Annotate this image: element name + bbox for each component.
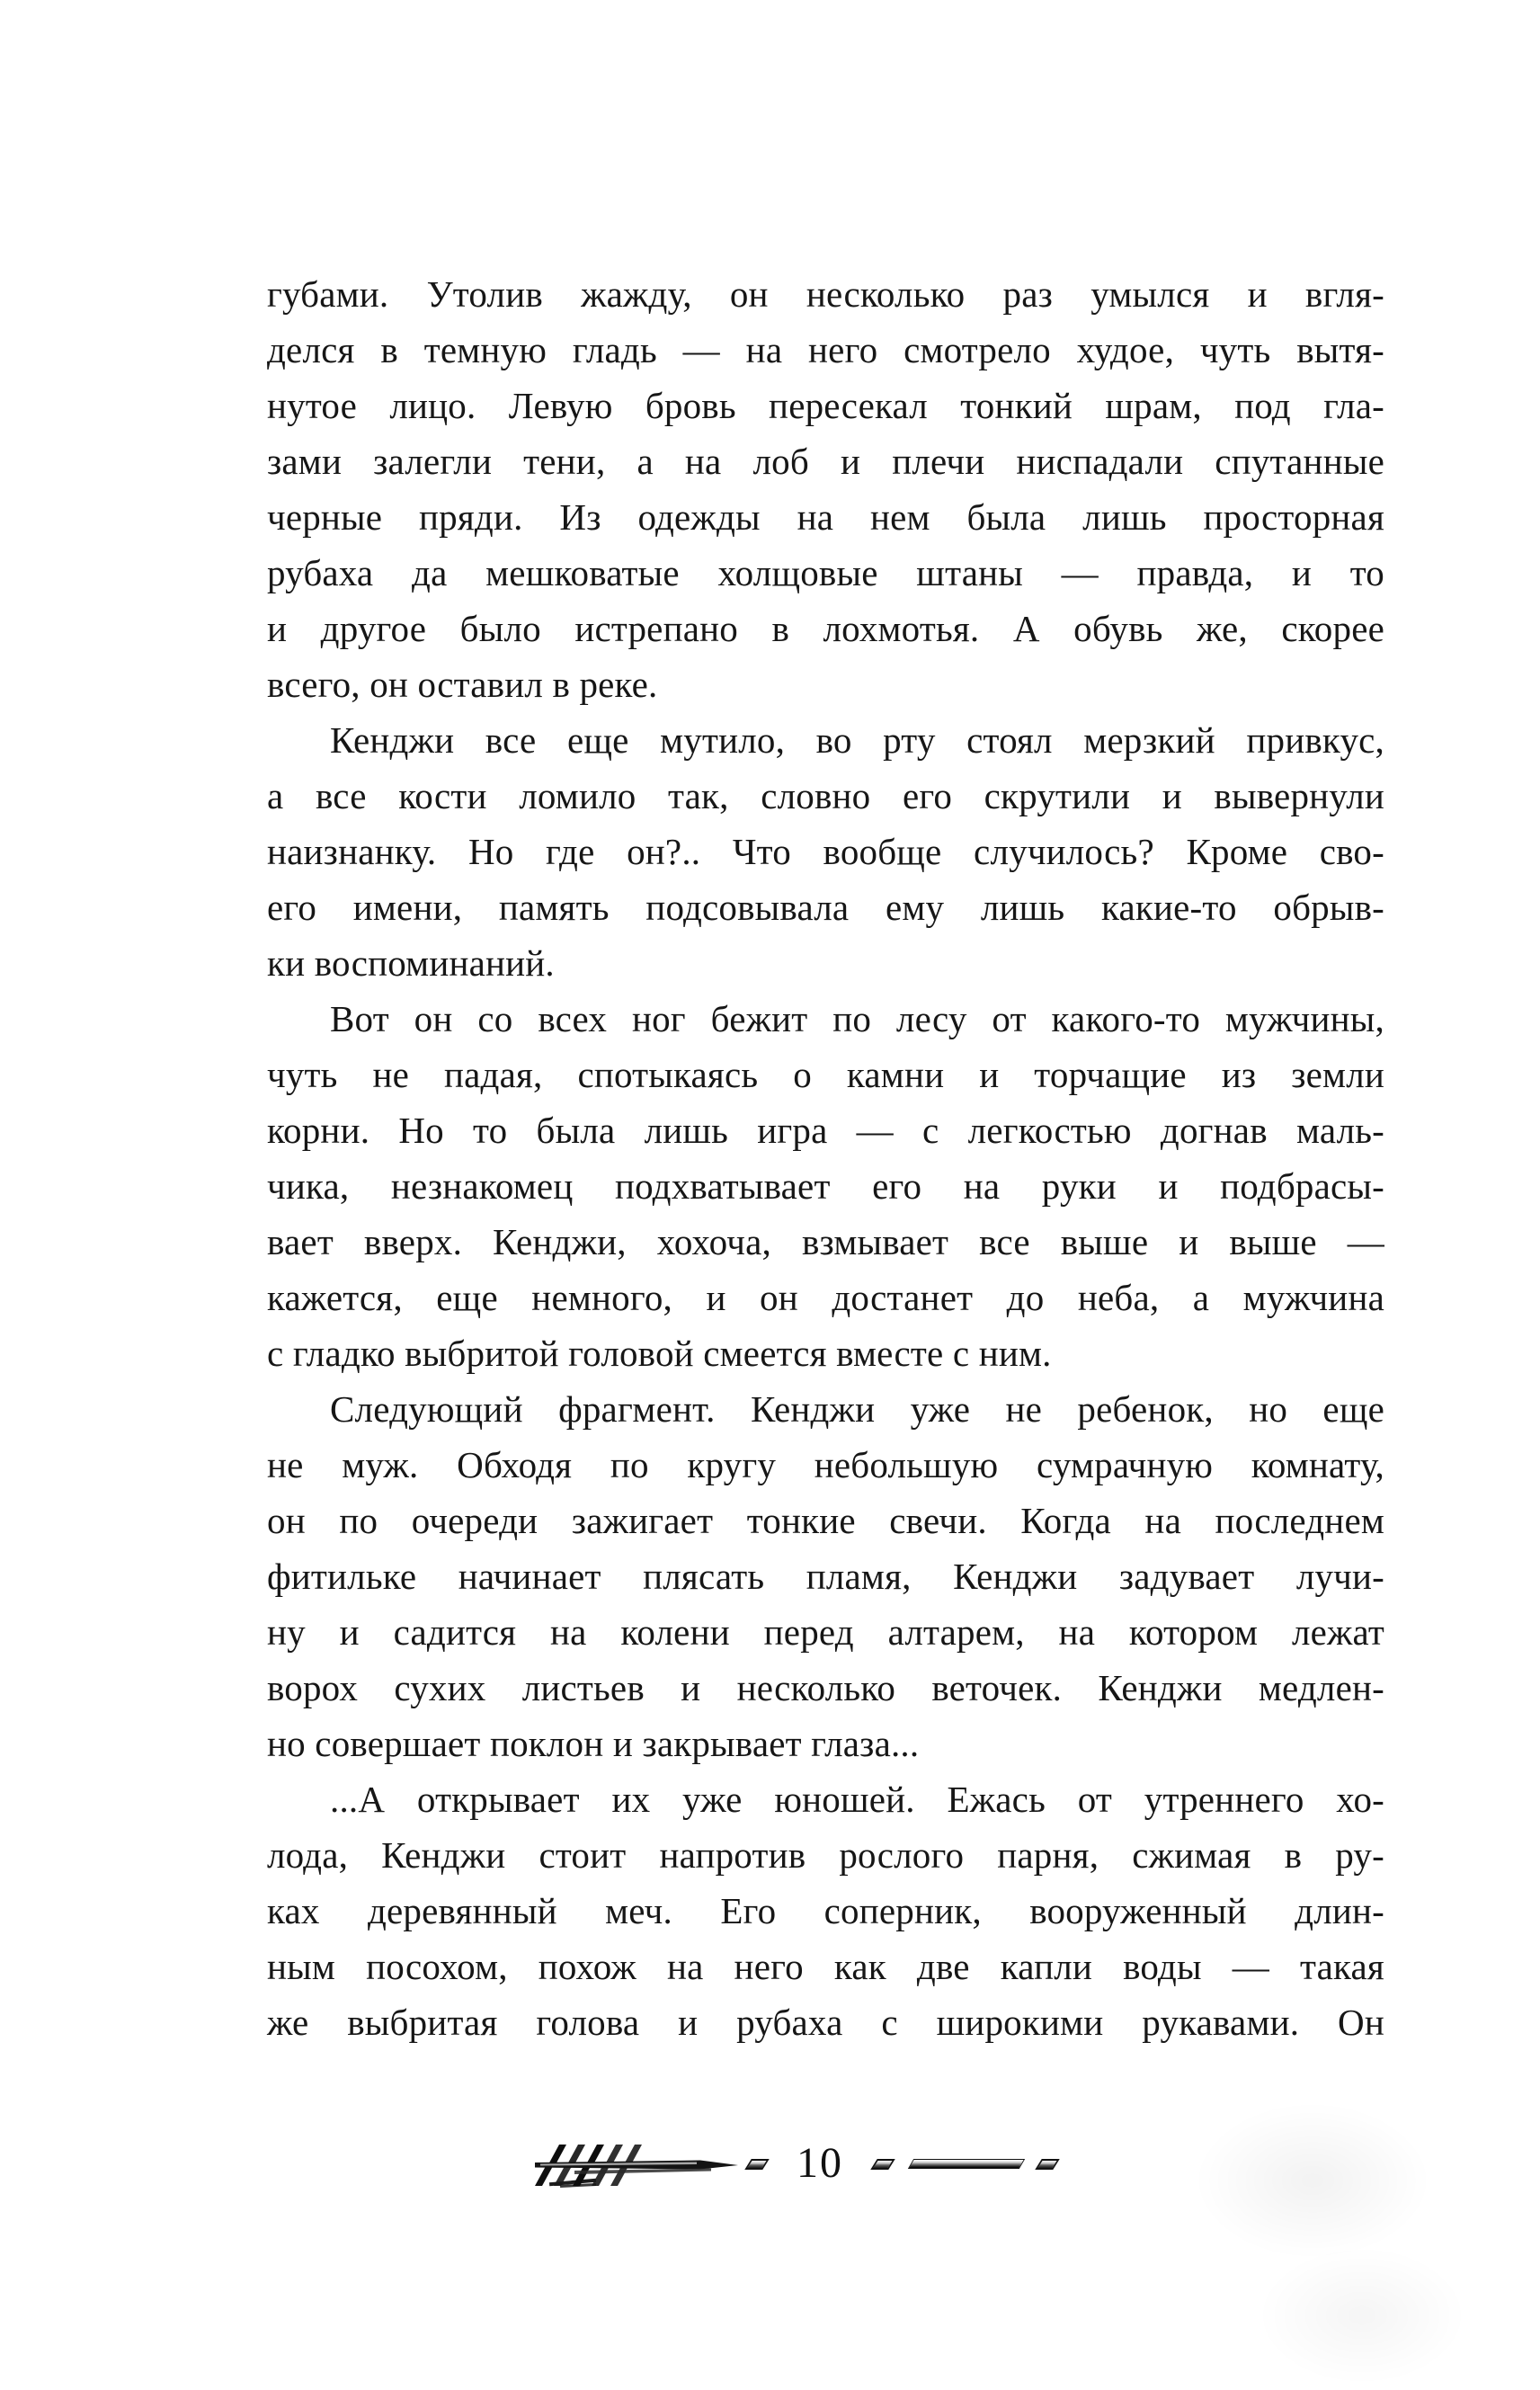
text-line: Вот он со всех ног бежит по лесу от какого-то мужчины, [330,998,1384,1039]
text-line: ...А открывает их уже юношей. Ежась от утреннего хо- [330,1779,1384,1820]
text-line: не муж. Обходя по кругу небольшую сумрачную комнату, [267,1444,1384,1485]
text-line: чуть не падая, спотыкаясь о камни и торчащие из земли [267,1054,1384,1095]
text-line: а все кости ломило так, словно его скрутили и вывернули [267,775,1384,816]
text-line: наизнанку. Но где он?.. Что вообще случилось? Кроме сво- [267,831,1384,872]
text-line: черные пряди. Из одежды на нем была лишь просторная [267,496,1384,538]
text-line: ки воспоминаний. [267,942,555,984]
paragraph [267,1771,1384,2050]
text-line: же выбритая голова и рубаха с широкими рукавами. Он [267,2002,1384,2043]
text-line: ворох сухих листьев и несколько веточек. Кенджи медлен- [267,1667,1384,1708]
text-line: Следующий фрагмент. Кенджи уже не ребенок, но еще [330,1388,1384,1430]
scan-smudge [1259,2248,1465,2383]
text-line: нутое лицо. Левую бровь пересекал тонкий шрам, под гла- [267,385,1384,426]
text-line: делся в темную гладь — на него смотрело худое, чуть вытя- [267,329,1384,370]
page-number: 10 [797,2139,843,2187]
parallelogram-dash-icon [744,2159,769,2170]
text-line: губами. Утолив жажду, он несколько раз умылся и вгля- [267,273,1384,315]
paragraph [267,266,1384,712]
parallelogram-dash-icon [870,2159,895,2170]
paragraph [267,712,1384,991]
feather-arrow-icon [533,2142,740,2189]
scan-smudge [1196,2104,1429,2257]
text-line: всего, он оставил в реке. [267,664,658,705]
text-line: ну и садится на колени перед алтарем, на котором лежат [267,1611,1384,1653]
text-line: лода, Кенджи стоит напротив рослого парня, сжимая в ру- [267,1834,1384,1876]
text-line: фитильке начинает плясать пламя, Кенджи задувает лучи- [267,1556,1384,1597]
divider-bar-icon [908,2159,1025,2169]
text-line: Кенджи все еще мутило, во рту стоял мерзкий привкус, [330,719,1384,761]
text-line: он по очереди зажигает тонкие свечи. Когда на последнем [267,1500,1384,1541]
text-line: ках деревянный меч. Его соперник, вооруженный длин- [267,1890,1384,1931]
text-line: ным посохом, похож на него как две капли воды — такая [267,1946,1384,1987]
text-line: корни. Но то была лишь игра — с легкостью догнав маль- [267,1110,1384,1151]
parallelogram-dash-icon [1035,2159,1059,2170]
text-line: рубаха да мешковатые холщовые штаны — правда, и то [267,552,1384,593]
text-line: зами залегли тени, а на лоб и плечи ниспадали спутанные [267,441,1384,482]
text-line: но совершает поклон и закрывает глаза... [267,1723,920,1764]
text-line: его имени, память подсовывала ему лишь какие-то обрыв- [267,887,1384,928]
text-line: с гладко выбритой головой смеется вместе с ним. [267,1333,1052,1374]
paragraph [267,991,1384,1381]
text-line: чика, незнакомец подхватывает его на руки и подбрасы- [267,1165,1384,1207]
paragraph [267,1381,1384,1771]
body-text [267,266,1384,2050]
text-line: и другое было истрепано в лохмотья. А обувь же, скорее [267,608,1384,649]
text-line: вает вверх. Кенджи, хохоча, взмывает все выше и выше — [267,1221,1384,1262]
text-line: кажется, еще немного, и он достанет до неба, а мужчина [267,1277,1384,1318]
